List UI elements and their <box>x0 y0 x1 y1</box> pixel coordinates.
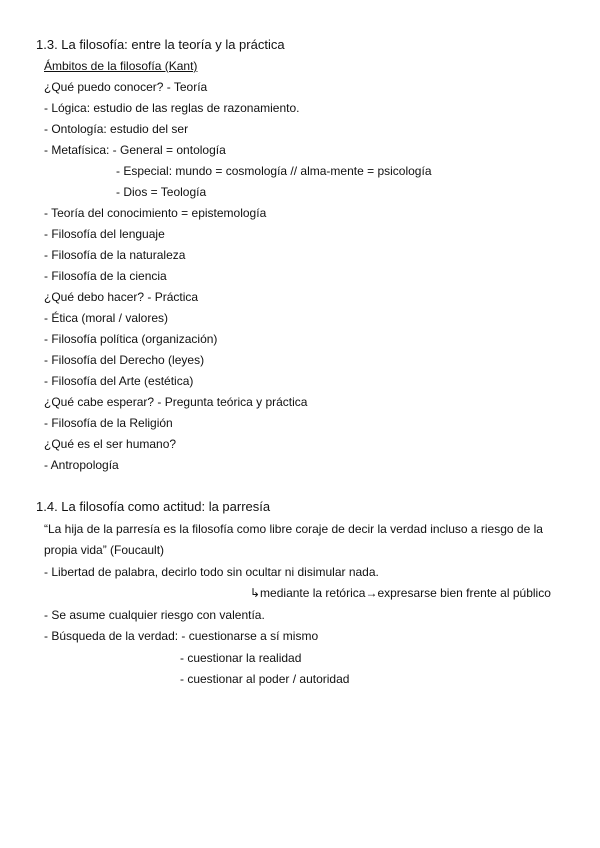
list-item: - Lógica: estudio de las reglas de razonamiento. <box>44 101 300 115</box>
list-item: - Búsqueda de la verdad: - cuestionarse a sí mismo <box>44 629 319 643</box>
list-item: - Filosofía del lenguaje <box>44 227 165 241</box>
list-item: - Filosofía del Derecho (leyes) <box>44 353 205 367</box>
list-item: - Teoría del conocimiento = epistemología <box>44 206 267 220</box>
list-item: ¿Qué puedo conocer? - Teoría <box>44 80 208 94</box>
section-subheading: Ámbitos de la filosofía (Kant) <box>44 59 198 73</box>
list-item: - Filosofía de la ciencia <box>44 269 167 283</box>
section-heading: 1.3. La filosofía: entre la teoría y la práctica <box>36 37 285 52</box>
list-item: ¿Qué es el ser humano? <box>44 437 177 451</box>
list-item: - Dios = Teología <box>116 185 207 199</box>
list-item: ¿Qué debo hacer? - Práctica <box>44 290 199 304</box>
list-item: - Libertad de palabra, decirlo todo sin ocultar ni disimular nada. <box>44 565 379 579</box>
list-item: - Filosofía política (organización) <box>44 332 218 346</box>
list-item: - Filosofía del Arte (estética) <box>44 374 194 388</box>
list-item: ¿Qué cabe esperar? - Pregunta teórica y práctica <box>44 395 308 409</box>
quote-line: “La hija de la parresía es la filosofía como libre coraje de decir la verdad incluso a riesgo de la <box>44 522 543 536</box>
list-item: - Se asume cualquier riesgo con valentía. <box>44 608 265 622</box>
quote-line: propia vida” (Foucault) <box>44 543 165 557</box>
list-item: - Metafísica: - General = ontología <box>44 143 226 157</box>
list-item: - cuestionar la realidad <box>180 651 302 665</box>
list-item: - Ética (moral / valores) <box>44 311 169 325</box>
list-item: - Filosofía de la naturaleza <box>44 248 186 262</box>
list-item: - Especial: mundo = cosmología // alma-mente = psicología <box>116 164 432 178</box>
list-item: - Filosofía de la Religión <box>44 416 173 430</box>
section-heading: 1.4. La filosofía como actitud: la parresía <box>36 499 271 514</box>
list-item: - Ontología: estudio del ser <box>44 122 189 136</box>
list-item: ↳mediante la retórica→expresarse bien frente al público <box>250 586 551 600</box>
list-item: - Antropología <box>44 458 119 472</box>
list-item: - cuestionar al poder / autoridad <box>180 672 350 686</box>
